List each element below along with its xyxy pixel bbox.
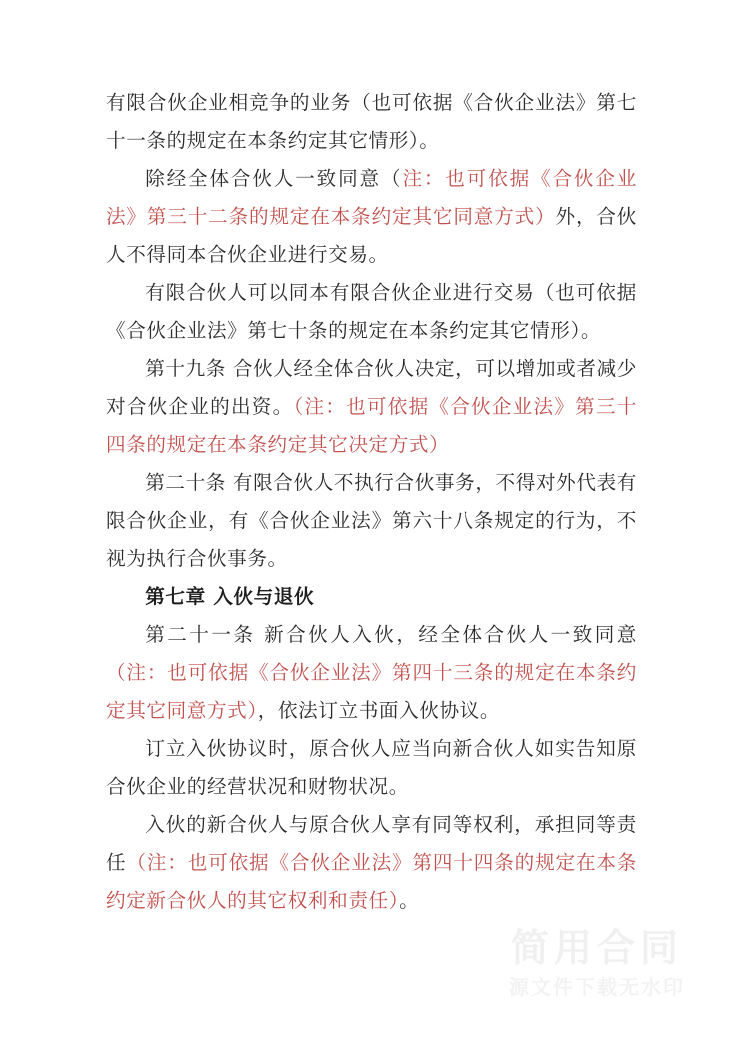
watermark	[474, 927, 720, 1001]
paragraph	[106, 806, 637, 920]
annotation-note-text: （注：也可依据《合伙企业法》第三十四条的规定在本条约定其它决定方式）	[106, 395, 637, 456]
body-text: 第七章 入伙与退伙	[145, 585, 315, 608]
body-text: 除经全体合伙人一致同意（	[145, 167, 403, 190]
paragraph	[106, 616, 637, 730]
paragraph	[106, 274, 637, 350]
paragraph	[106, 464, 637, 578]
body-text: 外，合伙人不得同本合伙企业进行交易。	[106, 205, 638, 266]
body-text: 有限合伙人可以同本有限合伙企业进行交易（也可依据《合伙企业法》第七十条的规定在本条约定其它情形）。	[106, 281, 637, 342]
annotation-note-text: 注：也可依据《合伙企业法》第三十二条的规定在本条约定其它同意方式）	[106, 167, 637, 228]
watermark-main-text: 简用合同	[510, 926, 683, 971]
body-text: 第二十一条 新合伙人入伙，经全体合伙人一致同意	[145, 623, 637, 646]
body-text: 第十九条 合伙人经全体合伙人决定，可以增加或者减少对合伙企业的出资。	[106, 357, 637, 418]
watermark-sub-text: 源文件下载无水印	[509, 975, 685, 999]
paragraph	[106, 84, 637, 160]
paragraph	[106, 350, 637, 464]
paragraph	[106, 730, 637, 806]
annotation-note-text: （注：也可依据《合伙企业法》第四十三条的规定在本条约定其它同意方式）	[106, 661, 637, 722]
body-text: 第二十条 有限合伙人不执行合伙事务，不得对外代表有限合伙企业，有《合伙企业法》第六十八条规定的行为，不视为执行合伙事务。	[106, 471, 637, 570]
body-text: 。	[399, 889, 420, 912]
body-text: 订立入伙协议时，原合伙人应当向新合伙人如实告知原合伙企业的经营状况和财物状况。	[106, 737, 637, 798]
annotation-note-text: （注：也可依据《合伙企业法》第四十四条的规定在本条约定新合伙人的其它权利和责任）	[106, 851, 637, 912]
document-body	[106, 84, 637, 920]
paragraph	[106, 160, 637, 274]
body-text: ，依法订立书面入伙协议。	[257, 699, 501, 722]
body-text: 入伙的新合伙人与原合伙人享有同等权利，承担同等责任	[106, 813, 637, 874]
body-text: 有限合伙企业相竞争的业务（也可依据《合伙企业法》第七十一条的规定在本条约定其它情形）。	[106, 91, 637, 152]
section-heading	[106, 578, 637, 616]
